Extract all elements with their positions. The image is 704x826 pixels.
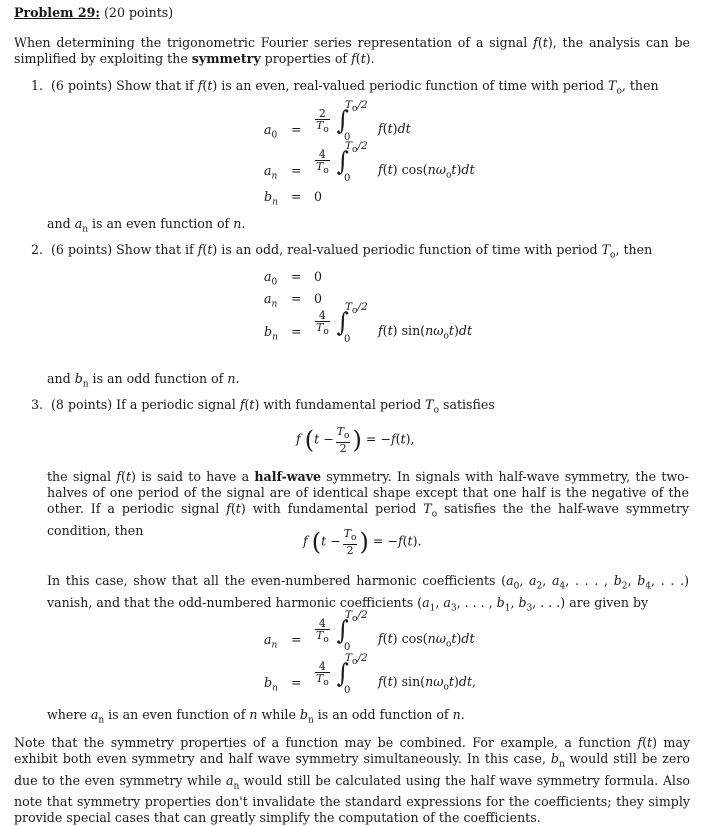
part3-after: where $a_n$ is an even function of n while $b_n$ is an odd function of n. xyxy=(47,707,465,726)
part3-case-paragraph: In this case, show that all the even-numbered harmonic coefficients ($a_0$, $a_2$, $a_4$, . . . , $b_2$, $b_4$, . . .) vanish, and that the odd-numbered harmonic coefficients ($a_1$, $a_3$, . . . , $b_1$, $b_3$, . . .) are given by xyxy=(47,573,690,614)
note-paragraph: Note that the symmetry properties of a function may be combined. For example, a function f(t) may exhibit both even symmetry and half wave symmetry simultaneously. In this case, $b_n$ would still be zero due to the even symmetry while $a_n$ would still be calculated using the half wave symmetry formula. Also note that symmetry properties don't invalidate the standard expressions for the coefficients; they simply provide special cases that can greatly simplify the computation of the coefficients. xyxy=(14,735,690,826)
part3-eq-halfwave2: f (t − $\frac{T_o}{2}$ ) = −f(t). xyxy=(303,527,422,558)
part3-halfwave-paragraph: the signal f(t) is said to have a half-wave symmetry. In signals with half-wave symmetry, the two-halves of one period of the signal are of identical shape except that one half is the negative of the other. If a periodic signal f(t) with fundamental period $T_o$ satisfies the the half-wave symmetry condition, then xyxy=(47,469,690,538)
part2-after: and $b_n$ is an odd function of n. xyxy=(47,371,240,390)
part1-statement: 1. (6 points) Show that if f(t) is an even, real-valued periodic function of time with period $T_o$, then xyxy=(31,78,659,97)
part1-after: and $a_n$ is an even function of n. xyxy=(47,216,246,235)
part3-eq-halfwave: f (t − $\frac{T_o}{2}$ ) = −f(t), xyxy=(296,425,415,456)
problem-title: Problem 29: xyxy=(14,5,100,20)
part3-statement: 3. (8 points) If a periodic signal f(t) with fundamental period $T_o$ satisfies xyxy=(31,397,495,416)
part2-statement: 2. (6 points) Show that if f(t) is an odd, real-valued periodic function of time with period $T_o$, then xyxy=(31,242,653,261)
document-page: Problem 29: (20 points) When determining the trigonometric Fourier series representation of a signal f(t), the analysis can be simplified by exploiting the symmetry properties of f(t). 1. (6 points) Show that if f(t) is an even, real-valued periodic function of time with period $T_o$, then $a_0$ = $\frac{2}{T_o}$ ∫ $T_o/2$ 0 f(t)dt $a_n$ = $\frac{4}{T_o}$ ∫ $T_o/2$ 0 f(t) $\cos(n\omega_ot)dt$ $b_n$ = 0 and $a_n$ is an even function of n. 2. (6 points) Show that if f(t) is an odd, real-valued periodic function of time with period $T_o$, then $a_0$ = 0 $a_n$ = 0 $b_n$ = $\frac{4}{T_o}$ ∫ $T_o/2$ 0 f(t) $\sin(n\omega_ot)dt$ and $b_n$ is an odd function of n. 3. (8 points) If a periodic signal f(t) with fundamental period $T_o$ satisfies f (t − $\frac{T_o}{2}$ ) = −f(t), the signal f(t) is said to have a half-wave symmetry. In signals with half-wave symmetry, the two-halves of one period of the signal are of identical shape except that one half is the negative of the other. If a periodic signal f(t) with fundamental period $T_o$ satisfies the the half-wave symmetry condition, then f (t − $\frac{T_o}{2}$ ) = −f(t). In this case, show that all the even-numbered harmonic coefficients ($a_0$, $a_2$, $a_4$, . . . , $b_2$, $b_4$, . . .) vanish, and that the odd-numbered harmonic coefficients ($a_1$, $a_3$, . . . , $b_1$, $b_3$, . . .) are given by $a_n$ = $\frac{4}{T_o}$ ∫ $T_o/2$ 0 f(t) $\cos(n\omega_ot)dt$ $b_n$ = $\frac{4}{T_o}$ ∫ $T_o/2$ 0 f(t) $\sin(n\omega_ot)dt$, where $a_n$ is an even function of n while $b_n$ is an odd function of n. Note that the symmetry properties of a function may be combined. For example, a function f(t) may exhibit both even symmetry and half wave symmetry simultaneously. In this case, $b_n$ would still be zero due to the even symmetry while $a_n$ would still be calculated using the half wave symmetry formula. Also note that symmetry properties don't invalidate the standard expressions for the coefficients; they simply provide special cases that can greatly simplify the computation of the coefficients. xyxy=(14,5,691,826)
problem-heading xyxy=(14,5,173,21)
problem-points: (20 points) xyxy=(104,5,174,20)
intro-paragraph: When determining the trigonometric Fourier series representation of a signal f(t), the analysis can be simplified by exploiting the symmetry properties of f(t). xyxy=(14,35,691,66)
